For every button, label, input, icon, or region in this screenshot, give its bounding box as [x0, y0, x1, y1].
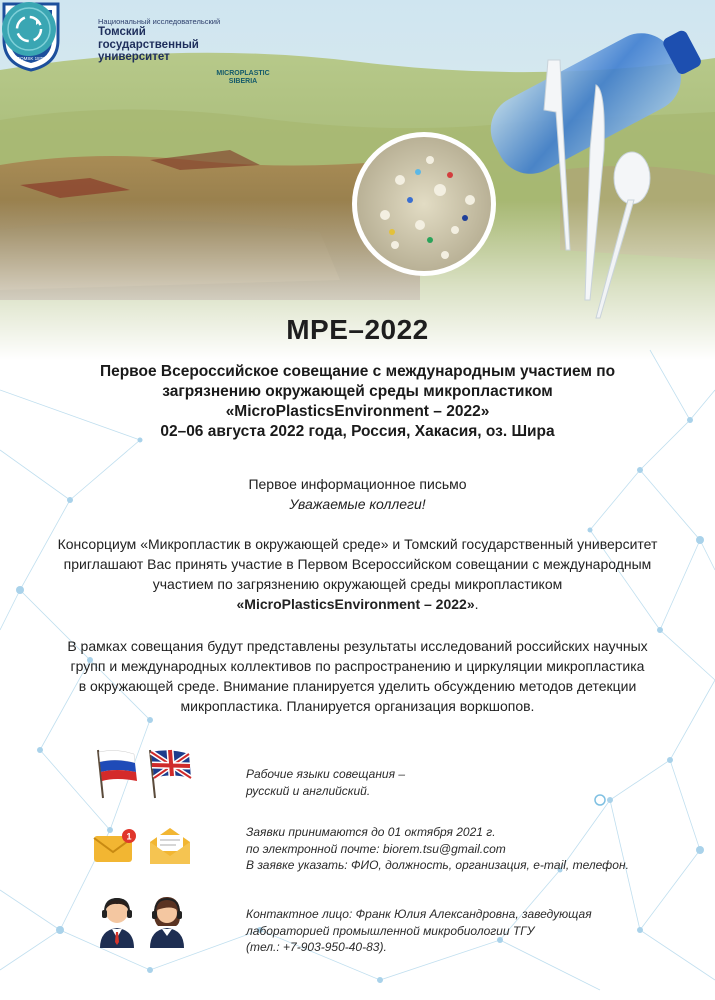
- program-paragraph: [0, 636, 715, 716]
- paragraph1-line-4: [0, 594, 715, 614]
- conference-title-line-3: «MicroPlasticsEnvironment – 2022»: [225, 403, 490, 420]
- tsu-logo-ring-text: TOMSK 1878: [17, 56, 45, 61]
- paragraph2-line-3: в окружающей среде. Внимание планируется уделить обсуждению методов детекции: [78, 678, 637, 694]
- paragraph2-line-2: групп и международных коллективов по распространению и циркуляции микропластика: [70, 658, 645, 674]
- contact-info: [246, 906, 592, 956]
- letter-heading: Первое информационное письмо: [248, 476, 467, 492]
- microplastic-siberia-label: [196, 70, 290, 86]
- paragraph1-line-2: приглашают Вас принять участие в Первом Всероссийском совещании с международным: [63, 556, 652, 572]
- paragraph2-line-4: микропластика. Планируется организация воркшопов.: [180, 698, 535, 714]
- hero-image: [0, 0, 715, 360]
- conference-title: [0, 362, 715, 442]
- notification-badge-count: 1: [126, 831, 132, 842]
- contact-person: Контактное лицо: Франк Юлия Александровна, заведующая: [246, 907, 592, 921]
- paragraph1-line-3: участием по загрязнению окружающей среды микропластиком: [152, 576, 563, 592]
- uk-flag-icon: [146, 748, 192, 800]
- paragraph1-period: .: [474, 596, 479, 612]
- applications-info: [246, 824, 629, 874]
- ms-label-line-2: SIBERIA: [228, 78, 258, 86]
- tsu-name-line-1: Томский: [98, 26, 146, 39]
- conference-title-line-1: Первое Всероссийское совещание с международным участием по: [99, 363, 616, 380]
- greeting: Уважаемые коллеги!: [289, 496, 426, 512]
- russian-flag-icon: [94, 748, 138, 800]
- applications-deadline: Заявки принимаются до 01 октября 2021 г.: [246, 825, 496, 839]
- conference-title-line-2: загрязнению окружающей среды микропластиком: [162, 383, 553, 400]
- contact-phone: (тел.: +7-903-950-40-83).: [246, 940, 387, 954]
- tsu-name-line-3: университет: [98, 50, 170, 63]
- tsu-small-line: Национальный исследовательский: [98, 17, 221, 26]
- letter-heading-block: [0, 474, 715, 514]
- applications-email: по электронной почте: biorem.tsu@gmail.com: [246, 841, 506, 856]
- ms-label-line-1: MICROPLASTIC: [216, 70, 270, 77]
- envelope-notification-icon: [92, 828, 140, 864]
- open-envelope-icon: [148, 826, 192, 866]
- conference-name-bold: «MicroPlasticsEnvironment – 2022»: [236, 596, 475, 612]
- conference-code: MPE–2022: [286, 314, 429, 345]
- tsu-name-block: [98, 18, 220, 63]
- languages-info: [246, 766, 405, 799]
- tsu-name-line-2: государственный: [98, 38, 199, 51]
- microplastic-siberia-logo: [0, 0, 58, 58]
- woman-headset-icon: [146, 892, 188, 948]
- man-headset-icon: [96, 892, 138, 948]
- languages-line-2: русский и английский.: [246, 783, 371, 798]
- paragraph2-line-1: В рамках совещания будут представлены результаты исследований российских научных: [67, 638, 648, 654]
- languages-line-1: Рабочие языки совещания –: [246, 767, 406, 781]
- invitation-paragraph: [0, 534, 715, 614]
- applications-requirements: В заявке указать: ФИО, должность, организация, e-mail, телефон.: [246, 858, 629, 872]
- conference-dates-location: 02–06 августа 2022 года, Россия, Хакасия, оз. Шира: [160, 423, 555, 440]
- contact-lab: лабораторией промышленной микробиологии ТГУ: [246, 923, 535, 938]
- paragraph1-line-1: Консорциум «Микропластик в окружающей среде» и Томский государственный университет: [57, 536, 658, 552]
